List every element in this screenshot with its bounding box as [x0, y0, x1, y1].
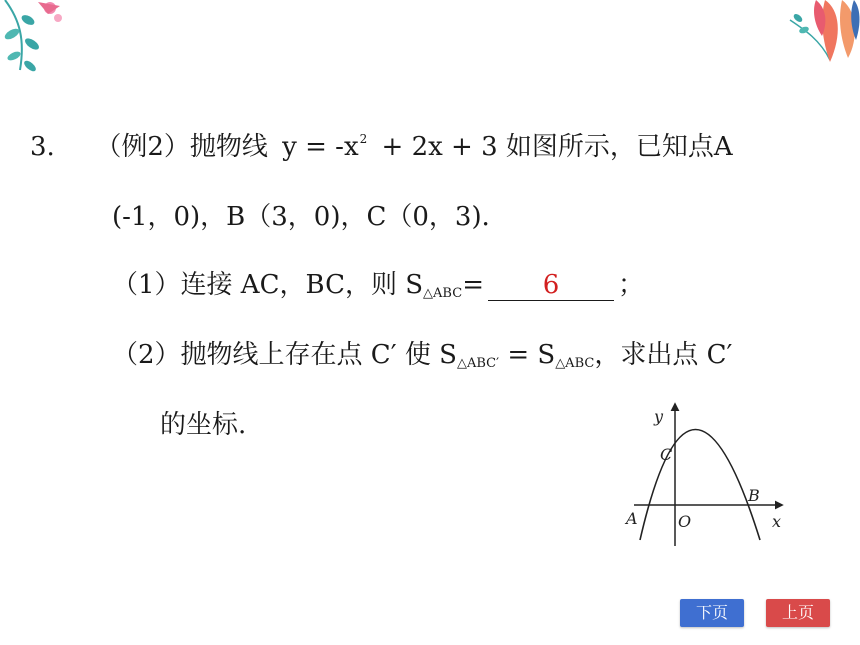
problem-intro: （例2）抛物线: [95, 132, 268, 162]
problem-line-2: [112, 200, 508, 234]
label-origin: O: [678, 512, 692, 531]
part-2-line-2: [160, 408, 246, 442]
part2-line2: 的坐标.: [160, 410, 247, 440]
part-2-line: [112, 338, 732, 377]
prev-page-button[interactable]: 上页: [766, 599, 830, 627]
formula-main: y = -x: [282, 132, 359, 162]
part2-mid: = S: [507, 340, 556, 370]
label-c: C: [660, 445, 673, 464]
corner-foliage-left-icon: [0, 0, 90, 90]
next-page-button[interactable]: 下页: [680, 599, 744, 627]
label-a: A: [626, 509, 638, 528]
formula-rest: + 2x + 3: [381, 132, 498, 162]
part1-end: ；: [617, 270, 644, 300]
part-1-line: [112, 268, 644, 307]
label-x: x: [772, 512, 782, 531]
problem-line-1: [30, 130, 733, 168]
part2-prefix: （2）抛物线上存在点 C′ 使 S: [112, 340, 457, 370]
part1-prefix: （1）连接 AC，BC，则 S: [112, 270, 424, 300]
problem-intro-end: 如图所示，已知点A: [505, 132, 733, 162]
parabola-curve: [640, 430, 760, 541]
label-y: y: [654, 407, 664, 426]
part1-subscript: △ABC: [423, 286, 463, 301]
points-line: (-1，0)，B（3，0)，C（0，3)．: [112, 202, 508, 232]
part2-subscript-2: △ABC: [555, 356, 595, 371]
part1-eq: =: [462, 270, 484, 300]
part1-answer: 6: [488, 270, 614, 301]
part2-end: ，求出点 C′: [594, 340, 733, 370]
problem-number: 3.: [30, 132, 55, 162]
parabola-figure: [622, 400, 792, 550]
label-b: B: [748, 486, 760, 505]
part2-subscript-1: △ABC′: [456, 356, 500, 371]
corner-foliage-right-icon: [730, 0, 860, 70]
formula-exponent: 2: [359, 132, 368, 146]
